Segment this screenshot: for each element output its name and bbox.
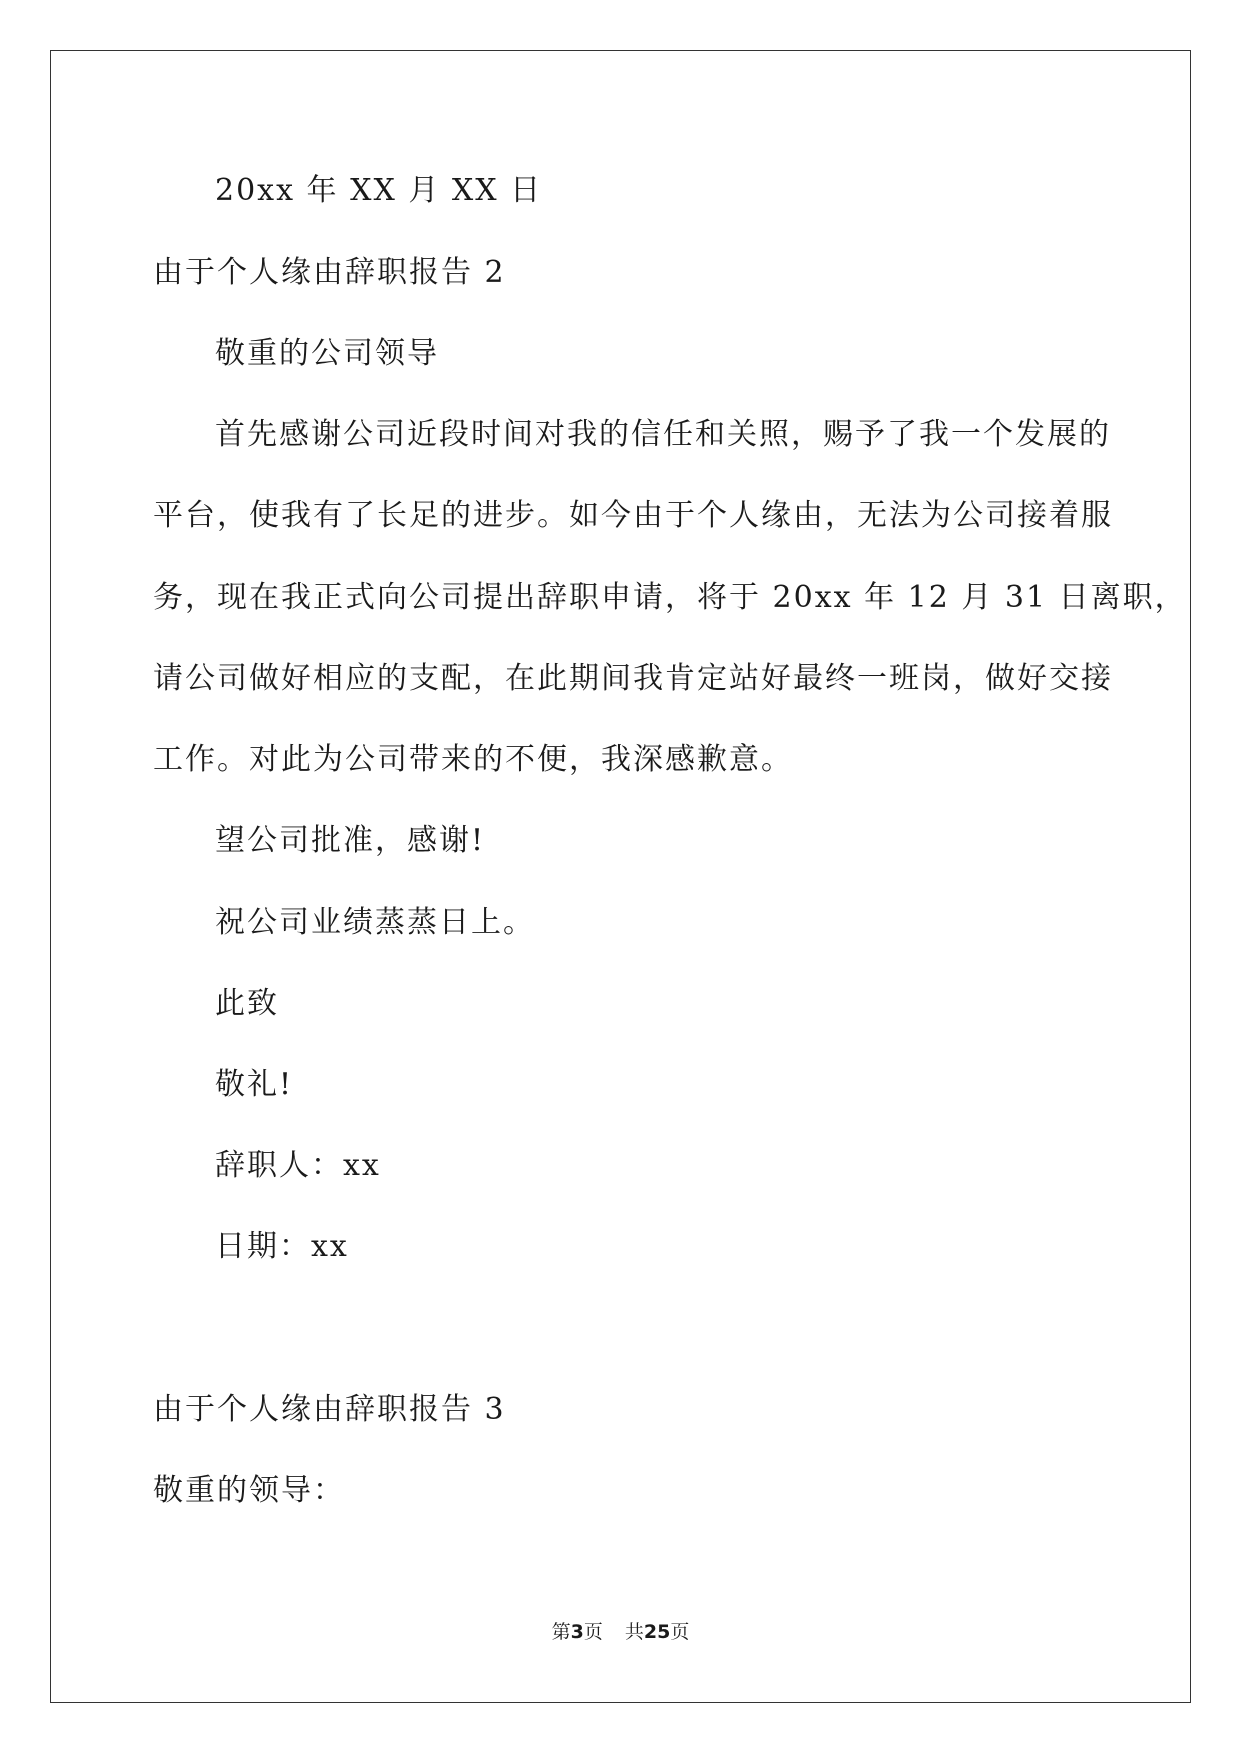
page-suffix: 页 [583,1621,603,1643]
salutation: 敬重的公司领导 [215,336,439,371]
date-signature-line: 日期：xx [215,1229,349,1264]
date-line: 20xx 年 XX 月 XX 日 [215,173,543,208]
page-border [50,50,1191,1703]
body-line: 工作。对此为公司带来的不便，我深感歉意。 [153,742,793,777]
request-line: 望公司批准，感谢! [215,823,486,858]
page-footer [0,1620,1241,1644]
body-line: 务，现在我正式向公司提出辞职申请，将于 20xx 年 12 月 31 日离职， [153,580,1187,615]
salutation-3: 敬重的领导： [153,1473,345,1508]
signature-line: 辞职人：xx [215,1148,381,1183]
closing-line: 此致 [215,986,279,1021]
total-prefix: 共 [624,1621,644,1643]
body-line: 首先感谢公司近段时间对我的信任和关照，赐予了我一个发展的 [215,417,1111,452]
total-pages: 25 [643,1621,671,1643]
section-title-2: 由于个人缘由辞职报告 2 [153,255,506,290]
page-number: 3 [570,1621,584,1643]
section-title-3: 由于个人缘由辞职报告 3 [153,1392,506,1427]
body-line: 平台，使我有了长足的进步。如今由于个人缘由，无法为公司接着服 [153,498,1113,533]
total-suffix: 页 [670,1621,690,1643]
closing-salute: 敬礼! [215,1067,294,1102]
wish-line: 祝公司业绩蒸蒸日上。 [215,905,535,940]
page-prefix: 第 [551,1621,571,1643]
body-line: 请公司做好相应的支配，在此期间我肯定站好最终一班岗，做好交接 [153,661,1113,696]
